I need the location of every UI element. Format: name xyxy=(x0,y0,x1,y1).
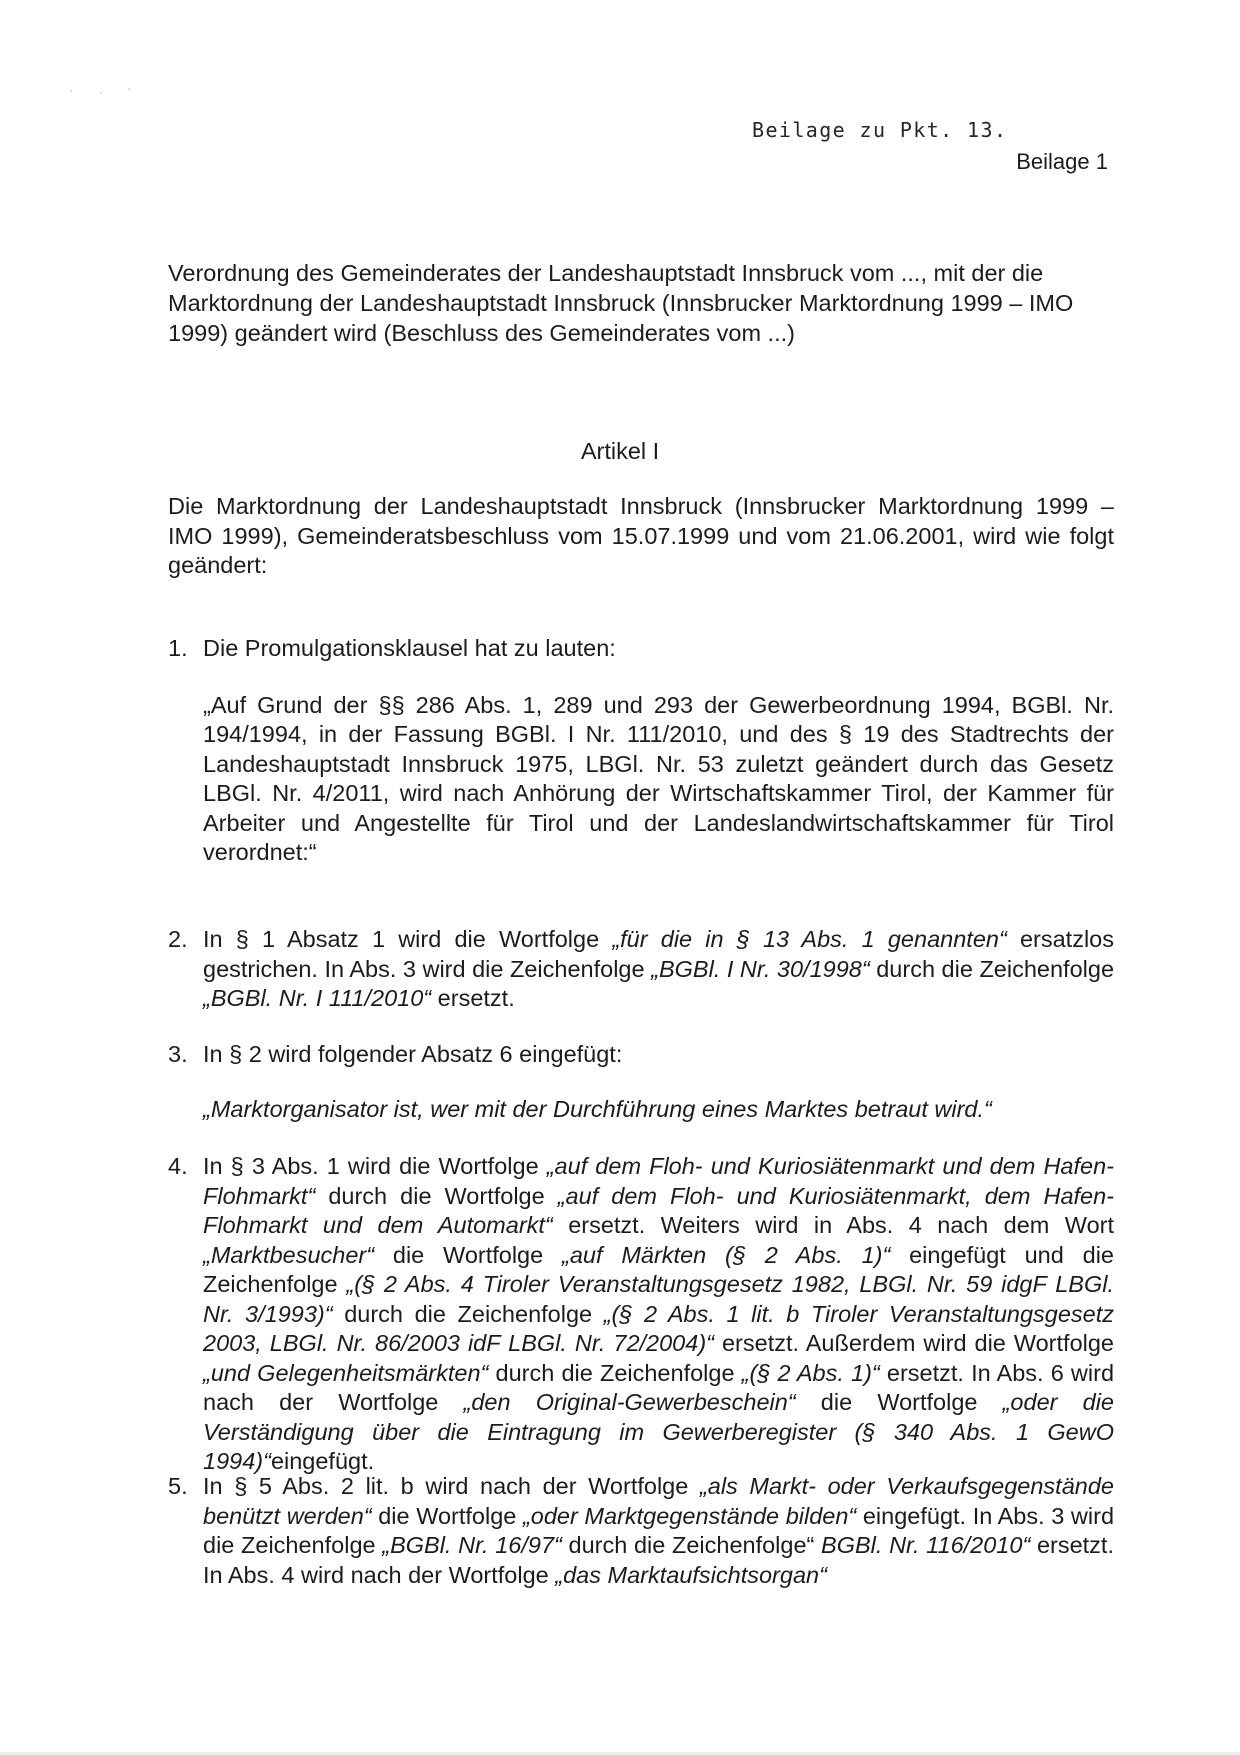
list-item xyxy=(168,634,1114,868)
article-heading: Artikel I xyxy=(580,438,660,464)
list-item xyxy=(168,1152,1114,1477)
attachment-label: Beilage 1 xyxy=(1016,149,1108,174)
document-title: Verordnung des Gemeinderates der Landeshauptstadt Innsbruck vom ..., mit der die Marktordnung der Landeshauptstadt Innsbruck (Innsbrucker Marktordnung 1999 – IMO 1999) geändert wird (Beschluss des Gemeinderates vom ...) xyxy=(168,260,1074,346)
item-text: In § 5 Abs. 2 lit. b wird nach der Wortfolge „als Markt- oder Verkaufsgegenstände benützt werden“ die Wortfolge „oder Marktgegenstände bilden“ eingefügt. In Abs. 3 wird die Zeichenfolge „BGBl. Nr. 16/97“ durch die Zeichenfolge“ BGBl. Nr. 116/2010“ ersetzt. In Abs. 4 wird nach der Wortfolge „das Marktaufsichtsorgan“ xyxy=(203,1473,1115,1588)
agenda-note: Beilage zu Pkt. 13. xyxy=(752,118,1008,142)
item-number: 2. xyxy=(168,926,188,952)
item-text: Die Promulgationsklausel hat zu lauten: xyxy=(203,635,616,661)
item-number: 5. xyxy=(168,1473,188,1499)
item-quote: „Marktorganisator ist, wer mit der Durchführung eines Marktes betraut wird.“ xyxy=(203,1095,992,1122)
item-number: 4. xyxy=(168,1153,188,1179)
item-text: In § 1 Absatz 1 wird die Wortfolge „für die in § 13 Abs. 1 genannten“ ersatzlos gestrichen. In Abs. 3 wird die Zeichenfolge „BGBl. I Nr. 30/1998“ durch die Zeichenfolge „BGBl. Nr. I 111/2010“ ersetzt. xyxy=(203,926,1115,1011)
intro-paragraph: Die Marktordnung der Landeshauptstadt Innsbruck (Innsbrucker Marktordnung 1999 – IMO 1999), Gemeinderatsbeschluss vom 15.07.1999 und vom 21.06.2001, wird wie folgt geändert: xyxy=(168,493,1114,578)
list-item xyxy=(168,1040,1114,1124)
scan-specks xyxy=(70,88,150,98)
list-item xyxy=(168,1472,1114,1590)
item-number: 1. xyxy=(168,635,188,661)
item-quote: „Auf Grund der §§ 286 Abs. 1, 289 und 293 der Gewerbeordnung 1994, BGBl. Nr. 194/1994, in der Fassung BGBl. I Nr. 111/2010, und des § 19 des Stadtrechts der Landeshauptstadt Innsbruck 1975, LBGl. Nr. 53 zuletzt geändert durch das Gesetz LBGl. Nr. 4/2011, wird nach Anhörung der Wirtschaftskammer Tirol, der Kammer für Arbeiter und Angestellte für Tirol und der Landeslandwirtschaftskammer für Tirol verordnet:“ xyxy=(203,691,1114,865)
item-text: In § 2 wird folgender Absatz 6 eingefügt: xyxy=(203,1041,623,1067)
item-text: In § 3 Abs. 1 wird die Wortfolge „auf dem Floh- und Kuriosiätenmarkt und dem Hafen-Flohmarkt“ durch die Wortfolge „auf dem Floh- und Kuriosiätenmarkt, dem Hafen-Flohmarkt und dem Automarkt“ ersetzt. Weiters wird in Abs. 4 nach dem Wort „Marktbesucher“ die Wortfolge „auf Märkten (§ 2 Abs. 1)“ eingefügt und die Zeichenfolge „(§ 2 Abs. 4 Tiroler Veranstaltungsgesetz 1982, LBGl. Nr. 59 idgF LBGl. Nr. 3/1993)“ durch die Zeichenfolge „(§ 2 Abs. 1 lit. b Tiroler Veranstaltungsgesetz 2003, LBGl. Nr. 86/2003 idF LBGl. Nr. 72/2004)“ ersetzt. Außerdem wird die Wortfolge „und Gelegenheitsmärkten“ durch die Zeichenfolge „(§ 2 Abs. 1)“ ersetzt. In Abs. 6 wird nach der Wortfolge „den Original-Gewerbeschein“ die Wortfolge „oder die Verständigung über die Eintragung im Gewerberegister (§ 340 Abs. 1 GewO 1994)“eingefügt. xyxy=(203,1153,1115,1474)
item-number: 3. xyxy=(168,1041,188,1067)
list-item xyxy=(168,925,1114,1014)
